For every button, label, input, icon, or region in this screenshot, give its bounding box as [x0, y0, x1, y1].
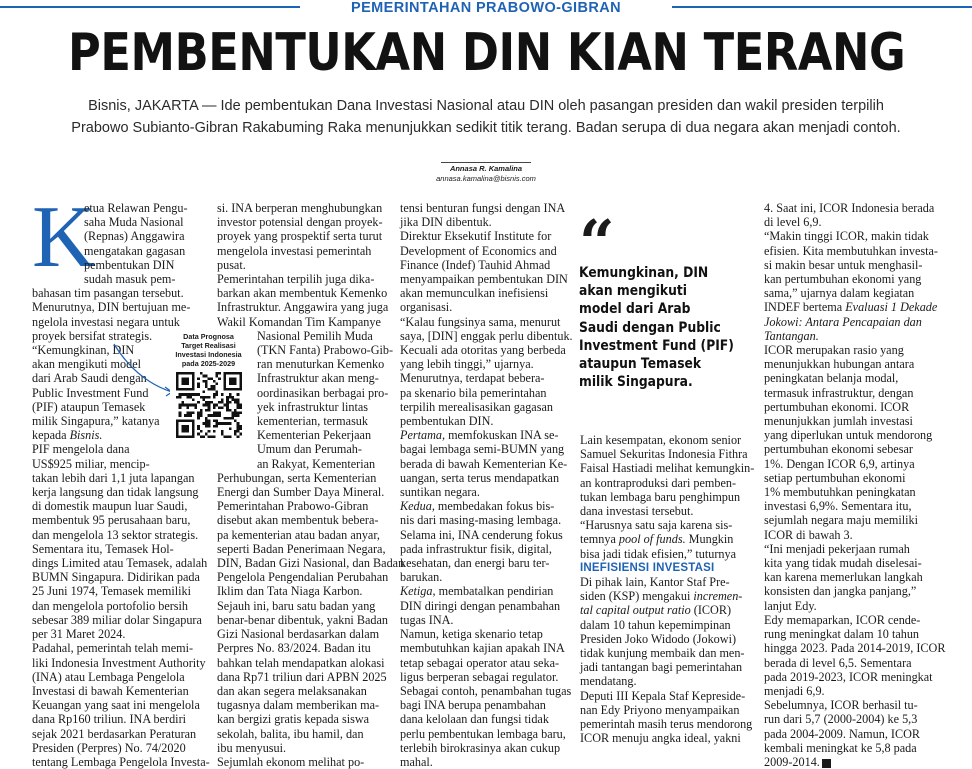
article-line: INDEF bertema Evaluasi 1 Dekade [764, 300, 938, 315]
article-column-3 [400, 201, 573, 769]
pull-quote-line: ataupun Temasek [579, 356, 702, 373]
article-line: Nasional Pemilih Muda [257, 328, 373, 343]
article-line: Iklim dan Tata Niaga Karbon. [217, 584, 363, 599]
article-line: barkan akan membentuk Kemenko [217, 286, 388, 301]
article-line: (Repnas) Anggawira [84, 229, 185, 244]
section-rubric: PEMERINTAHAN PRABOWO-GIBRAN [351, 0, 621, 16]
article-line: an Rakyat, Kementerian [257, 456, 376, 471]
article-line: kan pertumbuhan ekonomi yang [764, 272, 922, 287]
article-column-4 [580, 433, 756, 745]
article-line: Di pihak lain, Kantor Staf Pre- [580, 575, 730, 590]
article-line: Sementara itu, Temasek Hol- [32, 541, 174, 556]
article-line: uangan, serta terus mendapatkan [400, 470, 560, 485]
article-line: investasi 6,9%. Sementara itu, [764, 499, 912, 514]
article-line: dari Arab Saudi dengan [32, 371, 147, 386]
article-line: “Makin tinggi ICOR, makin tidak [764, 229, 929, 244]
article-line: sejumlah negara maju memiliki [764, 513, 918, 528]
qr-title [170, 332, 247, 368]
article-line: tugasnya dalam memberikan ma- [217, 698, 380, 713]
article-line: pemerintah masih terus mendorong [580, 717, 753, 732]
article-line: Edy memaparkan, ICOR cende- [764, 612, 921, 627]
article-line: Deputi III Kepala Staf Kepreside- [580, 688, 746, 703]
article-line: dan akan segera melaksanakan [217, 683, 367, 698]
article-line: per 31 Maret 2024. [32, 627, 126, 642]
article-line: “Ini menjadi pekerjaan rumah [764, 541, 910, 556]
article-line: rung meningkat dalam 10 tahun [764, 627, 920, 642]
end-mark-icon [822, 759, 831, 768]
article-line: sekolah, balita, ibu hamil, dan [217, 726, 364, 741]
article-line: ligus berperan sebagai regulator. [400, 669, 559, 684]
article-line: “Harusnya satu saja karena sis- [580, 518, 733, 533]
article-line: kepada Bisnis. [32, 428, 103, 443]
headline: PEMBENTUKAN DIN KIAN TERANG [68, 23, 906, 83]
article-line: sebesar 389 miliar dolar Singapura [32, 612, 202, 627]
article-line: liki Indonesia Investment Authority [32, 655, 206, 670]
pull-quote-line: Investment Fund (PIF) [579, 337, 734, 354]
pull-quote-line: milik Singapura. [579, 374, 693, 391]
article-line: ngelola investasi negara untuk [32, 314, 180, 329]
article-line: Presiden (Perpres) No. 74/2020 [32, 740, 186, 755]
article-line: dana investasi tersebut. [580, 504, 694, 519]
article-line: hingga 2023. Pada 2014-2019, ICOR [764, 641, 946, 656]
article-line: Presiden Joko Widodo (Jokowi) [580, 631, 737, 646]
article-line: 2009-2014. [764, 754, 820, 769]
article-line: Menurutnya, terdapat bebera- [400, 371, 545, 386]
qr-title-line: Data Prognosa [183, 332, 234, 341]
article-line: Ketiga, membatalkan pendirian [400, 584, 554, 599]
article-line: (INA) atau Lembaga Pengelola [32, 669, 185, 684]
article-line: “Kemungkinan, DIN [32, 343, 135, 358]
article-line: berada di bawah Kementerian Ke- [400, 456, 568, 471]
article-line: benar-benar dibentuk, yakni Badan [217, 612, 388, 627]
article-line: dan mengelola portofolio bersih [32, 598, 189, 613]
pull-quote-line: Saudi dengan Public [579, 319, 721, 336]
article-line: 4. Saat ini, ICOR Indonesia berada [764, 201, 935, 215]
article-line: mahal. [400, 754, 433, 769]
article-line: dan mengelola 13 sektor strategis. [32, 527, 199, 542]
article-line: mengelola investasi pemerintah [217, 243, 372, 258]
qr-code[interactable] [176, 372, 242, 438]
article-line: kerja langsung dan tidak langsung [32, 485, 199, 500]
article-line: tal capital output ratio (ICOR) [580, 603, 732, 618]
article-line: seperti Badan Penerimaan Negara, [217, 541, 386, 556]
article-line: yang diperlukan untuk mendorong [764, 428, 933, 443]
article-line: pembentukan DIN. [400, 414, 494, 429]
article-line: menyampaikan pembentukan DIN [400, 272, 568, 287]
author-email: annasa.kamalina@bisnis.com [436, 174, 536, 183]
article-line: pusat. [217, 257, 246, 272]
article-line: Jokowi: Antara Pencapaian dan [764, 314, 922, 329]
byline-rule [441, 162, 531, 163]
article-line: barukan. [400, 570, 443, 585]
article-line: dana kelolaan dan fungsi tidak [400, 712, 549, 727]
pull-quote-text [579, 264, 755, 391]
article-line: tensi benturan fungsi dengan INA [400, 201, 566, 215]
pull-quote-line: Kemungkinan, DIN [579, 265, 709, 281]
qr-title-line: pada 2025-2029 [181, 359, 236, 368]
article-line: berada di level 6,5. Sementara [764, 655, 912, 670]
article-line: sejak 2021 berdasarkan Peraturan [32, 726, 197, 741]
article-line: terlebih birokrasinya akan cukup [400, 740, 561, 755]
article-line: perlu pembentukan lembaga baru, [400, 726, 566, 741]
article-line: Direktur Eksekutif Institute for [400, 229, 552, 244]
article-line: pembentukan DIN [84, 257, 175, 272]
article-line: Development of Economics and [400, 243, 557, 258]
article-line: ICOR merupakan rasio yang [764, 343, 904, 358]
article-line: Public Investment Fund [32, 385, 149, 400]
article-line: Kecuali ada otoritas yang berbeda [400, 343, 566, 358]
article-line: proyek yang prospektif serta turut [217, 229, 383, 244]
article-line: oordinasikan berbagai pro- [257, 385, 389, 400]
article-line: kesehatan, dan energi baru ter- [400, 556, 550, 571]
article-line: pertumbuhan ekonomi. ICOR [764, 399, 910, 414]
article-line: dings Limited atau Temasek, adalah [32, 556, 208, 571]
article-line: Perhubungan, serta Kementerian [217, 470, 377, 485]
article-line: Pengelola Pengendalian Perubahan [217, 570, 389, 585]
article-line: pada 2004-2009. Namun, ICOR [764, 726, 921, 741]
author-name: Annasa R. Kamalina [449, 164, 523, 173]
article-line: sudah masuk pem- [84, 272, 176, 287]
article-line: Tantangan. [764, 328, 819, 343]
article-line: peningkatan belanja modal, [764, 371, 899, 386]
article-line: Umum dan Perumah- [257, 442, 362, 457]
article-line: tidak kunjung membaik dan men- [580, 646, 745, 661]
article-line: etua Relawan Pengu- [84, 201, 188, 215]
article-line: kan bergizi gratis kepada siswa [217, 712, 370, 727]
article-line: Menurutnya, DIN bertujuan me- [32, 300, 191, 315]
article-line: sama,” ujarnya dalam kegiatan [764, 286, 915, 301]
article-line: DIN, Badan Gizi Nasional, dan Badan [217, 556, 405, 571]
article-line: menunjukkan jumlah investasi [764, 414, 913, 429]
article-column-5 [764, 201, 946, 769]
article-line: kementerian, termasuk [257, 414, 368, 429]
article-line: bahkan telah mendapatkan alokasi [217, 655, 385, 670]
article-line: an kontraproduksi dari pemben- [580, 475, 737, 490]
article-line: organisasi. [400, 300, 453, 315]
article-line: siden (KSP) mengakui incremen- [580, 589, 743, 604]
article-line: Perpres No. 83/2024. Badan itu [217, 641, 371, 656]
pull-quote [579, 206, 755, 391]
pull-quote-line: akan mengikuti [579, 283, 687, 300]
article-line: INEFISIENSI INVESTASI [580, 561, 715, 574]
article-line: proyek bersifat strategis. [32, 328, 153, 343]
article-line: kita yang tidak mudah diselesai- [764, 556, 922, 571]
article-line: Investasi di bawah Kementerian [32, 683, 189, 698]
article-line: pa skenario bila pemerintahan [400, 385, 547, 400]
article-line: pa kementerian atau badan anyar, [217, 527, 380, 542]
article-line: Pemerintahan terpilih juga dika- [217, 272, 375, 287]
lead-line: Bisnis, JAKARTA — Ide pembentukan Dana Investasi Nasional atau DIN oleh pasangan presiden dan wakil presiden terpilih [88, 98, 884, 114]
article-line: Kementerian Pekerjaan [257, 428, 372, 443]
article-line: Keuangan yang saat ini mengelola [32, 698, 200, 713]
article-line: nan Edy Priyono menyampaikan [580, 702, 740, 717]
article-line: akan mengikuti model [32, 357, 141, 372]
article-line: dana Rp160 triliun. INA berdiri [32, 712, 187, 727]
article-line: jika DIN dibentuk. [400, 215, 492, 230]
article-line: “Kalau fungsinya sama, menurut [400, 314, 561, 329]
article-line: terpilih merealisasikan gagasan [400, 399, 553, 414]
article-line: pada infrastruktur fisik, digital, [400, 541, 552, 556]
article-line: di domestik maupun luar Saudi, [32, 499, 188, 514]
article-line: yek infrastruktur lintas [257, 399, 369, 414]
article-line: Sejauh ini, baru satu badan yang [217, 598, 376, 613]
article-line: investor potensial dengan proyek- [217, 215, 383, 230]
article-line: saha Muda Nasional [84, 215, 184, 230]
section-rubric-bar [0, 0, 972, 18]
article-line: Infrastruktur. Anggawira yang juga [217, 300, 389, 315]
article-line: tugas INA. [400, 612, 454, 627]
article-line: temnya pool of funds. Mungkin [580, 532, 734, 547]
article-line: ICOR menuju angka ideal, yakni [580, 731, 741, 746]
article-line: DIN diringi dengan penambahan [400, 598, 561, 613]
article-column-2 [217, 201, 405, 769]
article-line: Lain kesempatan, ekonom senior [580, 433, 742, 447]
article-line: 25 Juni 1974, Temasek memiliki [32, 584, 192, 599]
pull-quote-line: model dari Arab [579, 301, 691, 318]
article-line: mendatang. [580, 674, 637, 689]
article-line: si. INA berperan menghubungkan [217, 201, 383, 215]
article-line: efisien. Kita membutuhkan investa- [764, 243, 938, 258]
article-line: menjadi 6,9. [764, 683, 825, 698]
article-line: akan memunculkan inefisiensi [400, 286, 549, 301]
article-line: (TKN Fanta) Prabowo-Gib- [257, 343, 394, 358]
article-line: Infrastruktur akan meng- [257, 371, 379, 386]
article-line: menunjukkan hubungan antara [764, 357, 915, 372]
qr-code-box[interactable] [170, 332, 247, 458]
article-line: milik Singapura,” katanya [32, 414, 160, 429]
article-line: bahasan tim pasangan tersebut. [32, 286, 184, 301]
article-line: ibu menyusui. [217, 740, 287, 755]
article-line: Energi dan Sumber Daya Mineral. [217, 485, 385, 500]
article-line: Sejumlah ekonom melihat po- [217, 754, 365, 769]
article-line: termasuk infrastruktur, dengan [764, 385, 914, 400]
article-line: Padahal, pemerintah telah memi- [32, 641, 194, 656]
article-line: 1% membutuhkan peningkatan [764, 485, 916, 500]
article-line: kan karena memerlukan langkah [764, 570, 923, 585]
article-line: Gizi Nasional berdasarkan dalam [217, 627, 380, 642]
article-line: run dari 5,7 (2000-2004) ke 5,3 [764, 712, 918, 727]
article-line: bisa jadi tidak efisien,” tuturnya [580, 546, 737, 561]
article-line: bagi INA berupa penambahan [400, 698, 546, 713]
article-line: ran menuturkan Kemenko [257, 357, 385, 372]
qr-title-line: Target Realisasi [181, 341, 236, 350]
article-line: Pemerintahan Prabowo-Gibran [217, 499, 369, 514]
lead-line: Prabowo Subianto-Gibran Rakabuming Raka menunjukkan sedikit titik terang. Badan serupa di dua negara akan menjadi contoh. [71, 120, 901, 136]
article-line: jadi tantangan bagi pemerintahan [580, 660, 743, 675]
article-line: kembali meningkat ke 5,8 pada [764, 740, 917, 755]
article-line: tentang Lembaga Pengelola Investa- [32, 754, 210, 769]
article-line: mengatakan gagasan [84, 243, 186, 258]
article-line: tetap sebagai operator atau seka- [400, 655, 560, 670]
article-line: setiap pertumbuhan ekonomi [764, 470, 906, 485]
article-line: (PIF) ataupun Temasek [32, 399, 146, 414]
article-line: pertumbuhan ekonomi sebesar [764, 442, 913, 457]
drop-cap: K [32, 189, 96, 286]
article-line: si makin besar untuk menghasil- [764, 257, 923, 272]
article-line: PIF mengelola dana [32, 442, 130, 457]
article-line: di level 6,9. [764, 215, 822, 230]
article-line: pada 2019-2023, ICOR meningkat [764, 669, 933, 684]
article-line: disebut akan membentuk bebera- [217, 513, 379, 528]
article-line: saya, [DIN] enggak perlu dibentuk. [400, 328, 573, 343]
article-line: Samuel Sekuritas Indonesia Fithra [580, 447, 748, 462]
article-line: Finance (Indef) Tauhid Ahmad [400, 257, 551, 272]
article-line: lanjut Edy. [764, 598, 817, 613]
qr-title-line: Investasi Indonesia [175, 350, 242, 359]
article-line: ICOR di bawah 3. [764, 527, 853, 542]
article-line: dana Rp71 triliun dari APBN 2025 [217, 669, 387, 684]
article-line: tukan lembaga baru penghimpun [580, 489, 741, 504]
article-line: membentuk 95 perusahaan baru, [32, 513, 191, 528]
rubric-rule-left [0, 6, 300, 8]
article-line: 1%. Dengan ICOR 6,9, artinya [764, 456, 915, 471]
article-line: Sebelumnya, ICOR berhasil tu- [764, 698, 918, 713]
quote-mark-icon: “ [579, 206, 615, 279]
article-line: BUMN Singapura. Didirikan pada [32, 570, 200, 585]
article-line: Faisal Hastiadi melihat kemungkin- [580, 461, 755, 476]
article-line: yang lebih tinggi,” ujarnya. [400, 357, 534, 372]
article-line: Selama ini, INA cenderung fokus [400, 527, 563, 542]
article-line: membutuhkan kajian apakah INA [400, 641, 565, 656]
article-line: suntikan negara. [400, 485, 480, 500]
article-line: takan lebih dari 1,1 juta lapangan [32, 470, 195, 485]
article-line: konsisten dan jangka panjang,” [764, 584, 917, 599]
article-line: Namun, ketiga skenario tetap [400, 627, 543, 642]
article-line: Kedua, membedakan fokus bis- [400, 499, 555, 514]
article-line: Pertama, memfokuskan INA se- [400, 428, 559, 443]
article-line: US$925 miliar, mencip- [32, 456, 150, 471]
rubric-rule-right [672, 6, 972, 8]
byline [380, 162, 592, 184]
article-line: Wakil Komandan Tim Kampanye [217, 314, 381, 329]
lead-paragraph [40, 95, 932, 139]
article-line: Sebagai contoh, penambahan tugas [400, 683, 572, 698]
article-line: dalam 10 tahun kepemimpinan [580, 617, 731, 632]
article-line: nis dari masing-masing lembaga. [400, 513, 562, 528]
article-line: bagai lembaga semi-BUMN yang [400, 442, 565, 457]
